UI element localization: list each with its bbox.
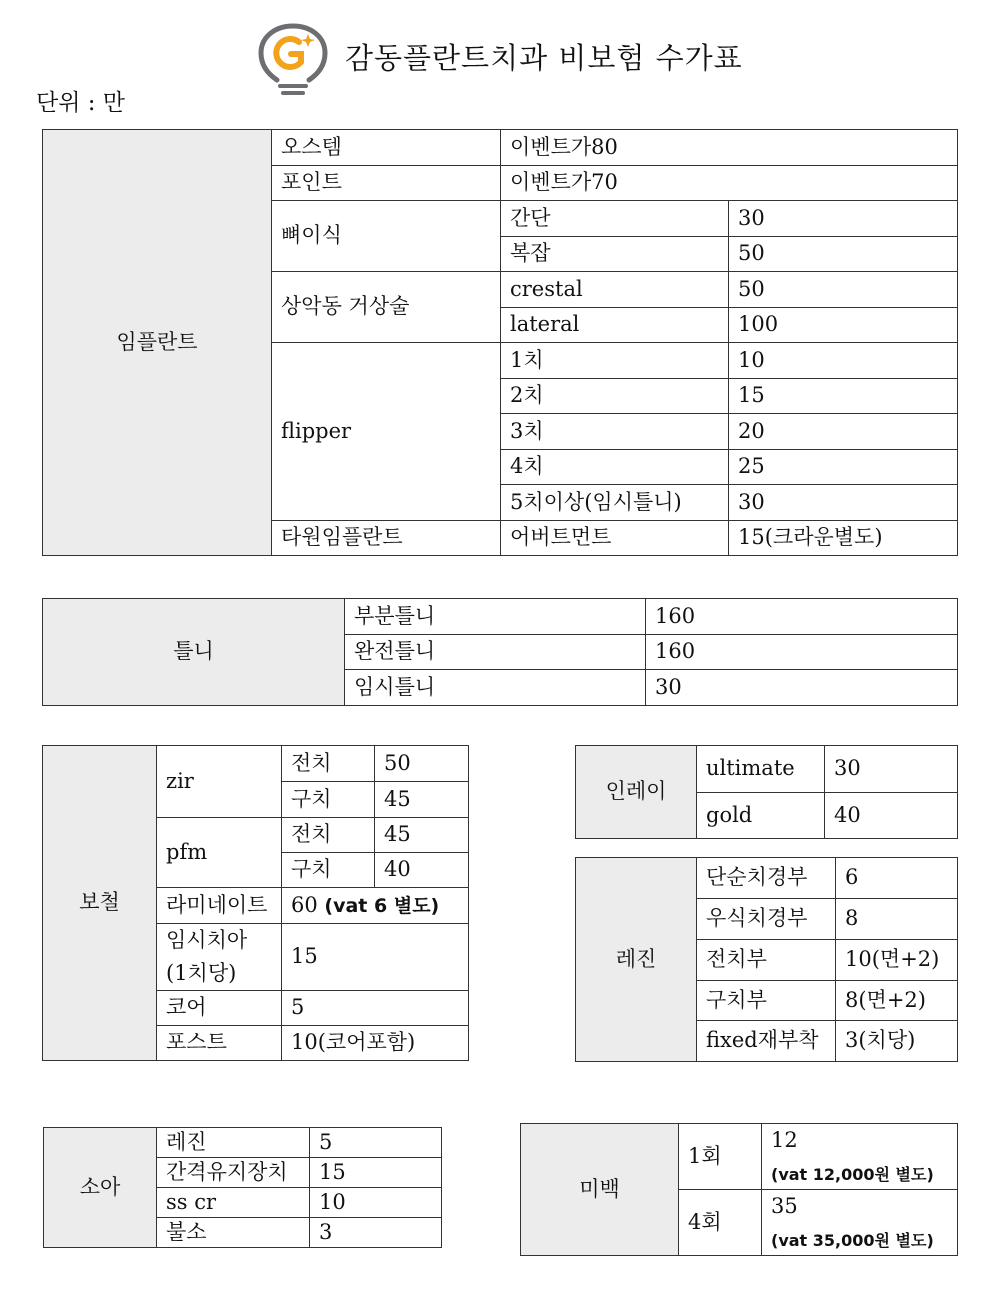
resin-type: 구치부 bbox=[697, 981, 836, 1021]
flipper-price: 20 bbox=[729, 414, 958, 450]
pediatric-type: 불소 bbox=[157, 1218, 310, 1248]
osstem-label: 오스템 bbox=[272, 130, 501, 166]
laminate-vat-note: (vat 6 별도) bbox=[324, 894, 440, 917]
temp-tooth-price: 15 bbox=[282, 924, 469, 991]
resin-price: 3(치당) bbox=[836, 1021, 958, 1062]
pediatric-price: 10 bbox=[310, 1188, 442, 1218]
pediatric-type: 레진 bbox=[157, 1128, 310, 1158]
other-implant-label: 타원임플란트 bbox=[272, 521, 501, 556]
flipper-price: 25 bbox=[729, 450, 958, 485]
zir-price: 45 bbox=[375, 782, 469, 818]
whitening-vat-note: (vat 12,000원 별도) bbox=[771, 1164, 934, 1184]
laminate-price-cell bbox=[282, 888, 469, 924]
resin-price: 6 bbox=[836, 858, 958, 899]
whitening-type: 4회 bbox=[679, 1190, 762, 1256]
resin-type: 단순치경부 bbox=[697, 858, 836, 899]
pediatric-price: 15 bbox=[310, 1158, 442, 1188]
pediatric-type: 간격유지장치 bbox=[157, 1158, 310, 1188]
prosthesis-category: 보철 bbox=[43, 746, 157, 1061]
denture-type: 부분틀니 bbox=[345, 599, 646, 635]
whitening-table bbox=[520, 1123, 958, 1256]
flipper-label: flipper bbox=[272, 343, 501, 521]
whitening-type: 1회 bbox=[679, 1124, 762, 1190]
zir-label: zir bbox=[157, 746, 282, 818]
resin-price: 8 bbox=[836, 899, 958, 940]
lightbulb-logo-icon bbox=[255, 22, 333, 100]
sinus-lift-price: 50 bbox=[729, 272, 958, 308]
abutment-label: 어버트먼트 bbox=[501, 521, 729, 556]
zir-type: 전치 bbox=[282, 746, 375, 782]
flipper-price: 15 bbox=[729, 379, 958, 414]
denture-price: 160 bbox=[646, 635, 958, 670]
denture-table bbox=[42, 598, 958, 706]
sinus-lift-price: 100 bbox=[729, 308, 958, 343]
denture-price: 30 bbox=[646, 670, 958, 706]
abutment-price: 15(크라운별도) bbox=[729, 521, 958, 556]
pediatric-price: 3 bbox=[310, 1218, 442, 1248]
flipper-price: 30 bbox=[729, 485, 958, 521]
post-price: 10(코어포함) bbox=[282, 1026, 469, 1061]
flipper-type: 2치 bbox=[501, 379, 729, 414]
whitening-price-cell bbox=[762, 1190, 958, 1256]
bone-graft-price: 30 bbox=[729, 201, 958, 237]
pfm-price: 40 bbox=[375, 853, 469, 888]
flipper-type: 5치이상(임시틀니) bbox=[501, 485, 729, 521]
inlay-type: gold bbox=[697, 793, 825, 839]
temp-tooth-name: 임시치아 bbox=[166, 928, 248, 953]
implant-table bbox=[42, 129, 958, 556]
laminate-price: 60 bbox=[291, 892, 318, 917]
implant-category: 임플란트 bbox=[43, 130, 272, 556]
whitening-price: 12 bbox=[771, 1128, 798, 1152]
resin-table bbox=[575, 857, 958, 1062]
whitening-vat-note: (vat 35,000원 별도) bbox=[771, 1230, 934, 1250]
sinus-lift-label: 상악동 거상술 bbox=[272, 272, 501, 343]
flipper-type: 1치 bbox=[501, 343, 729, 379]
sinus-lift-type: lateral bbox=[501, 308, 729, 343]
core-price: 5 bbox=[282, 991, 469, 1026]
inlay-price: 40 bbox=[825, 793, 958, 839]
resin-price: 10(면+2) bbox=[836, 940, 958, 981]
resin-type: fixed재부착 bbox=[697, 1021, 836, 1062]
laminate-label: 라미네이트 bbox=[157, 888, 282, 924]
point-label: 포인트 bbox=[272, 166, 501, 201]
pediatric-price: 5 bbox=[310, 1128, 442, 1158]
pfm-type: 구치 bbox=[282, 853, 375, 888]
temp-tooth-unit: (1치당) bbox=[166, 961, 237, 985]
denture-category: 틀니 bbox=[43, 599, 345, 706]
osstem-price: 이벤트가80 bbox=[501, 130, 958, 166]
whitening-price-cell bbox=[762, 1124, 958, 1190]
pfm-price: 45 bbox=[375, 818, 469, 853]
denture-type: 완전틀니 bbox=[345, 635, 646, 670]
inlay-type: ultimate bbox=[697, 746, 825, 793]
pfm-label: pfm bbox=[157, 818, 282, 888]
whitening-category: 미백 bbox=[521, 1124, 679, 1256]
bone-graft-type: 간단 bbox=[501, 201, 729, 237]
bone-graft-label: 뼈이식 bbox=[272, 201, 501, 272]
page-header bbox=[255, 22, 775, 100]
temp-tooth-label bbox=[157, 924, 282, 991]
resin-category: 레진 bbox=[576, 858, 697, 1062]
pediatric-category: 소아 bbox=[44, 1128, 157, 1248]
pediatric-table bbox=[43, 1127, 442, 1248]
flipper-price: 10 bbox=[729, 343, 958, 379]
bone-graft-price: 50 bbox=[729, 237, 958, 272]
resin-price: 8(면+2) bbox=[836, 981, 958, 1021]
prosthesis-table bbox=[42, 745, 469, 1061]
resin-type: 전치부 bbox=[697, 940, 836, 981]
sinus-lift-type: crestal bbox=[501, 272, 729, 308]
unit-label: 단위 : 만 bbox=[36, 90, 126, 116]
inlay-price: 30 bbox=[825, 746, 958, 793]
pediatric-type: ss cr bbox=[157, 1188, 310, 1218]
point-price: 이벤트가70 bbox=[501, 166, 958, 201]
inlay-table bbox=[575, 745, 958, 839]
whitening-price: 35 bbox=[771, 1194, 798, 1219]
inlay-category: 인레이 bbox=[576, 746, 697, 839]
flipper-type: 3치 bbox=[501, 414, 729, 450]
denture-type: 임시틀니 bbox=[345, 670, 646, 706]
pfm-type: 전치 bbox=[282, 818, 375, 853]
post-label: 포스트 bbox=[157, 1026, 282, 1061]
zir-type: 구치 bbox=[282, 782, 375, 818]
resin-type: 우식치경부 bbox=[697, 899, 836, 940]
flipper-type: 4치 bbox=[501, 450, 729, 485]
bone-graft-type: 복잡 bbox=[501, 237, 729, 272]
zir-price: 50 bbox=[375, 746, 469, 782]
denture-price: 160 bbox=[646, 599, 958, 635]
page-title: 감동플란트치과 비보험 수가표 bbox=[345, 41, 743, 75]
core-label: 코어 bbox=[157, 991, 282, 1026]
